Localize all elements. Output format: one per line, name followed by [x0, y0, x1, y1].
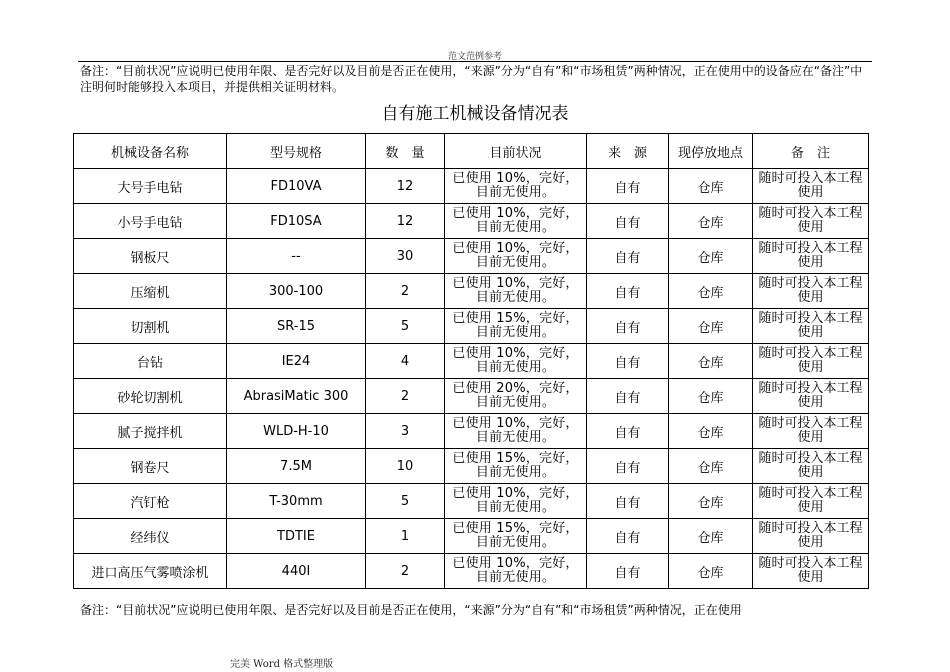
equipment-table: [73, 133, 869, 589]
location-cell: 仓库: [669, 554, 753, 589]
remark-cell: 随时可投入本工程使用: [753, 344, 869, 379]
remark-cell: 随时可投入本工程使用: [753, 414, 869, 449]
source-cell: 自有: [587, 204, 669, 239]
model-cell: 300-100: [227, 274, 366, 309]
source-cell: 自有: [587, 274, 669, 309]
model-cell: IE24: [227, 344, 366, 379]
table-row: [74, 204, 869, 239]
quantity-cell: 12: [366, 204, 445, 239]
source-cell: 自有: [587, 169, 669, 204]
remark-cell: 随时可投入本工程使用: [753, 449, 869, 484]
model-cell: FD10SA: [227, 204, 366, 239]
remark-cell: 随时可投入本工程使用: [753, 554, 869, 589]
source-cell: 自有: [587, 519, 669, 554]
column-header: 目前状况: [445, 134, 587, 169]
column-header: 现停放地点: [669, 134, 753, 169]
status-cell: 已使用 10%，完好，目前无使用。: [445, 204, 587, 239]
location-cell: 仓库: [669, 379, 753, 414]
document-title: 自有施工机械设备情况表: [381, 104, 569, 124]
source-cell: 自有: [587, 554, 669, 589]
table-row: [74, 554, 869, 589]
status-cell: 已使用 10%，完好，目前无使用。: [445, 484, 587, 519]
table-row: [74, 169, 869, 204]
status-cell: 已使用 15%，完好，目前无使用。: [445, 449, 587, 484]
location-cell: 仓库: [669, 519, 753, 554]
table-row: [74, 379, 869, 414]
model-cell: 7.5M: [227, 449, 366, 484]
equipment-name-cell: 进口高压气雾喷涂机: [74, 554, 227, 589]
column-header: 机械设备名称: [74, 134, 227, 169]
status-cell: 已使用 10%，完好，目前无使用。: [445, 554, 587, 589]
model-cell: T-30mm: [227, 484, 366, 519]
status-cell: 已使用 15%，完好，目前无使用。: [445, 309, 587, 344]
status-cell: 已使用 10%，完好，目前无使用。: [445, 274, 587, 309]
source-cell: 自有: [587, 414, 669, 449]
quantity-cell: 5: [366, 309, 445, 344]
quantity-cell: 2: [366, 554, 445, 589]
page-header-tag: 范文范例参考: [447, 52, 502, 62]
model-cell: AbrasiMatic 300: [227, 379, 366, 414]
table-row: [74, 274, 869, 309]
quantity-cell: 3: [366, 414, 445, 449]
table-header-row: [74, 134, 869, 169]
remark-cell: 随时可投入本工程使用: [753, 274, 869, 309]
quantity-cell: 12: [366, 169, 445, 204]
equipment-name-cell: 切割机: [74, 309, 227, 344]
location-cell: 仓库: [669, 309, 753, 344]
note-bottom: 备注：“目前状况”应说明已使用年限、是否完好以及目前是否正在使用，“来源”分为“自有”和“市场租赁”两种情况，正在使用: [80, 603, 742, 617]
model-cell: TDTIE: [227, 519, 366, 554]
equipment-name-cell: 台钻: [74, 344, 227, 379]
remark-cell: 随时可投入本工程使用: [753, 484, 869, 519]
location-cell: 仓库: [669, 204, 753, 239]
location-cell: 仓库: [669, 449, 753, 484]
column-header: 数 量: [366, 134, 445, 169]
status-cell: 已使用 15%，完好，目前无使用。: [445, 519, 587, 554]
location-cell: 仓库: [669, 169, 753, 204]
status-cell: 已使用 20%，完好，目前无使用。: [445, 379, 587, 414]
location-cell: 仓库: [669, 414, 753, 449]
model-cell: WLD-H-10: [227, 414, 366, 449]
table-row: [74, 449, 869, 484]
equipment-name-cell: 腻子搅拌机: [74, 414, 227, 449]
quantity-cell: 5: [366, 484, 445, 519]
location-cell: 仓库: [669, 274, 753, 309]
equipment-name-cell: 汽钉枪: [74, 484, 227, 519]
status-cell: 已使用 10%，完好，目前无使用。: [445, 239, 587, 274]
equipment-name-cell: 钢板尺: [74, 239, 227, 274]
model-cell: --: [227, 239, 366, 274]
equipment-name-cell: 压缩机: [74, 274, 227, 309]
model-cell: FD10VA: [227, 169, 366, 204]
source-cell: 自有: [587, 309, 669, 344]
quantity-cell: 2: [366, 379, 445, 414]
header-rule: [78, 61, 872, 62]
equipment-name-cell: 钢卷尺: [74, 449, 227, 484]
status-cell: 已使用 10%，完好，目前无使用。: [445, 344, 587, 379]
column-header: 型号规格: [227, 134, 366, 169]
table-row: [74, 519, 869, 554]
table-row: [74, 309, 869, 344]
location-cell: 仓库: [669, 344, 753, 379]
source-cell: 自有: [587, 484, 669, 519]
remark-cell: 随时可投入本工程使用: [753, 519, 869, 554]
remark-cell: 随时可投入本工程使用: [753, 239, 869, 274]
source-cell: 自有: [587, 379, 669, 414]
quantity-cell: 30: [366, 239, 445, 274]
remark-cell: 随时可投入本工程使用: [753, 204, 869, 239]
table-row: [74, 484, 869, 519]
column-header: 来 源: [587, 134, 669, 169]
remark-cell: 随时可投入本工程使用: [753, 309, 869, 344]
quantity-cell: 2: [366, 274, 445, 309]
status-cell: 已使用 10%，完好，目前无使用。: [445, 414, 587, 449]
equipment-name-cell: 小号手电钻: [74, 204, 227, 239]
note-top: 备注：“目前状况”应说明已使用年限、是否完好以及目前是否正在使用，“来源”分为“自有”和“市场租赁”两种情况，正在使用中的设备应在“备注”中注明何时能够投入本项目，并提供相关证明材料。: [80, 64, 863, 94]
location-cell: 仓库: [669, 484, 753, 519]
equipment-name-cell: 经纬仪: [74, 519, 227, 554]
equipment-name-cell: 砂轮切割机: [74, 379, 227, 414]
quantity-cell: 1: [366, 519, 445, 554]
remark-cell: 随时可投入本工程使用: [753, 169, 869, 204]
model-cell: 440I: [227, 554, 366, 589]
column-header: 备 注: [753, 134, 869, 169]
source-cell: 自有: [587, 344, 669, 379]
status-cell: 已使用 10%，完好，目前无使用。: [445, 169, 587, 204]
quantity-cell: 4: [366, 344, 445, 379]
quantity-cell: 10: [366, 449, 445, 484]
remark-cell: 随时可投入本工程使用: [753, 379, 869, 414]
source-cell: 自有: [587, 449, 669, 484]
table-row: [74, 239, 869, 274]
table-row: [74, 344, 869, 379]
model-cell: SR-15: [227, 309, 366, 344]
table-row: [74, 414, 869, 449]
location-cell: 仓库: [669, 239, 753, 274]
source-cell: 自有: [587, 239, 669, 274]
page-footer-tag: 完美 Word 格式整理版: [230, 659, 334, 670]
equipment-name-cell: 大号手电钻: [74, 169, 227, 204]
